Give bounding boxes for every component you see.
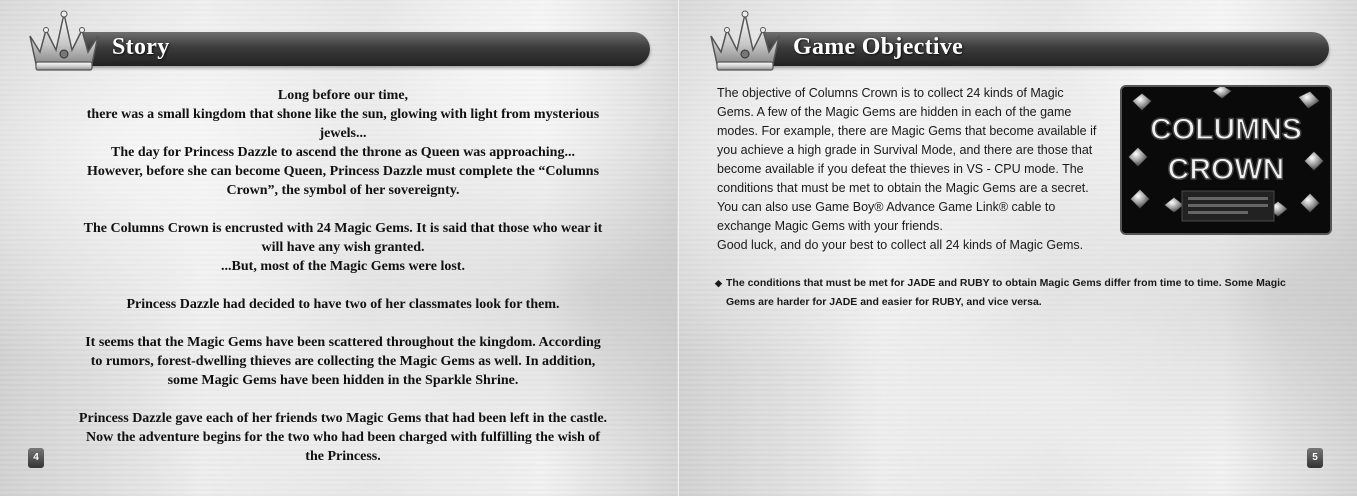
objective-line: Good luck, and do your best to collect all 24 kinds of Magic Gems. xyxy=(717,238,1084,252)
story-line: Princess Dazzle had decided to have two of her classmates look for them. xyxy=(126,297,560,312)
objective-line: you achieve a high grade in Survival Mode, and there are those that xyxy=(717,143,1093,157)
story-line: Now the adventure begins for the two who had been charged with fulfilling the wish of xyxy=(85,430,600,445)
logo-crown: CROWN xyxy=(1167,153,1285,186)
game-title-screenshot xyxy=(1120,85,1332,235)
story-paragraph-2 xyxy=(38,219,648,276)
story-paragraph-4 xyxy=(38,333,648,390)
section-header-bar xyxy=(80,32,650,66)
section-title: Game Objective xyxy=(793,34,964,60)
objective-line: You can also use Game Boy® Advance Game Link® cable to xyxy=(717,200,1056,214)
story-line: However, before she can become Queen, Princess Dazzle must complete the “Columns xyxy=(86,164,600,179)
story-paragraph-3 xyxy=(38,295,648,314)
note-line: The conditions that must be met for JADE and RUBY to obtain Magic Gems differ from time to time. Some Magic xyxy=(726,277,1286,289)
left-page xyxy=(0,0,678,496)
right-page xyxy=(679,0,1357,496)
story-line: Princess Dazzle gave each of her friends two Magic Gems that had been left in the castle. xyxy=(78,411,608,426)
story-line: the Princess. xyxy=(305,449,381,464)
story-line: The Columns Crown is encrusted with 24 Magic Gems. It is said that those who wear it xyxy=(83,221,603,236)
crown-icon xyxy=(24,6,104,74)
story-line: there was a small kingdom that shone like the sun, glowing with light from mysterious xyxy=(86,107,600,122)
story-line: Crown”, the symbol of her sovereignty. xyxy=(226,183,460,198)
note-line: Gems are harder for JADE and easier for RUBY, and vice versa. xyxy=(726,296,1042,308)
story-line: Long before our time, xyxy=(277,88,409,103)
story-line: The day for Princess Dazzle to ascend the throne as Queen was approaching... xyxy=(111,145,575,160)
story-text xyxy=(38,86,648,485)
page-number: 4 xyxy=(28,448,44,468)
story-line: jewels... xyxy=(319,126,367,141)
story-paragraph-1 xyxy=(38,86,648,200)
section-header-bar xyxy=(761,32,1329,66)
objective-line: modes. For example, there are Magic Gems that become available if xyxy=(717,124,1097,138)
objective-line: conditions that must be met to obtain the Magic Gems are a secret. xyxy=(717,181,1089,195)
objective-line: Gems. A few of the Magic Gems are hidden in each of the game xyxy=(717,105,1072,119)
crown-icon xyxy=(705,6,785,74)
objective-text xyxy=(717,84,1113,255)
story-paragraph-5 xyxy=(38,409,648,466)
story-line: will have any wish granted. xyxy=(261,240,425,255)
page-number: 5 xyxy=(1307,448,1323,468)
story-line: some Magic Gems have been hidden in the Sparkle Shrine. xyxy=(167,373,519,388)
objective-line: exchange Magic Gems with your friends. xyxy=(717,219,943,233)
story-line: to rumors, forest-dwelling thieves are collecting the Magic Gems as well. In addition, xyxy=(90,354,596,369)
section-title: Story xyxy=(112,34,170,60)
columns-crown-logo xyxy=(1122,87,1330,233)
story-line: It seems that the Magic Gems have been scattered throughout the kingdom. According xyxy=(85,335,601,350)
logo-columns: COLUMNS xyxy=(1150,113,1302,146)
story-line: ...But, most of the Magic Gems were lost. xyxy=(221,259,465,274)
diamond-bullet-icon: ◆ xyxy=(715,278,722,288)
objective-line: become available if you defeat the thieves in VS - CPU mode. The xyxy=(717,162,1084,176)
objective-line: The objective of Columns Crown is to collect 24 kinds of Magic xyxy=(717,86,1064,100)
jade-ruby-note xyxy=(715,274,1315,312)
